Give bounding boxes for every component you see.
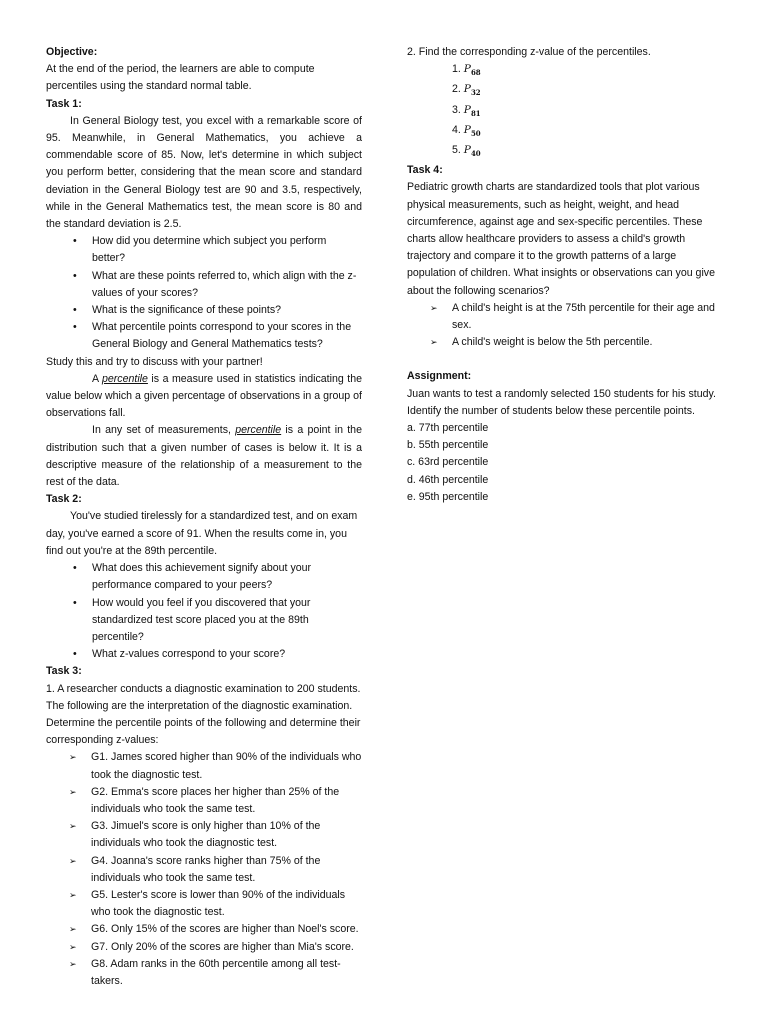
list-item: • What percentile points correspond to your scores in the General Biology and General Mathematics tests?	[46, 319, 362, 353]
list-item	[452, 142, 723, 162]
list-item	[46, 749, 362, 783]
item-text: G1. James scored higher than 90% of the individuals who took the diagnostic test.	[91, 751, 362, 781]
item-text: G7. Only 20% of the scores are higher than Mia's score.	[91, 940, 354, 953]
arrow-bullet-icon: ➢	[69, 889, 77, 900]
def-text: is a measure used in statistics indicating the value below which a given percentage of observations in a group of observations fall.	[46, 372, 362, 420]
percentile-symbol: $P_{40}$	[463, 144, 481, 159]
objective-text: At the end of the period, the learners are able to compute percentiles using the standard normal table.	[46, 63, 315, 93]
list-item	[46, 818, 362, 852]
percentile-definition-2	[46, 422, 362, 491]
spacer	[407, 351, 723, 368]
percentile-symbol: $P_{32}$	[463, 83, 481, 98]
list-item: • How would you feel if you discovered that your standardized test score placed you at the 89th percentile?	[46, 595, 362, 647]
arrow-bullet-icon: ➢	[69, 855, 77, 866]
item-number: 1.	[452, 63, 461, 76]
def-text: A	[92, 372, 99, 385]
percentile-list	[407, 61, 723, 162]
task3-intro: 1. A researcher conducts a diagnostic examination to 200 students. The following are the interpretation of the diagnostic examination. Determine the percentile points of the following and determine their corresponding z-values:	[46, 682, 361, 747]
arrow-bullet-icon: ➢	[69, 752, 77, 763]
list-item	[46, 784, 362, 818]
list-item	[452, 102, 723, 122]
item-number: 2.	[452, 83, 461, 96]
list-item	[407, 334, 723, 351]
arrow-bullet-icon: ➢	[69, 941, 77, 952]
arrow-bullet-icon: ➢	[69, 821, 77, 832]
item-text: A child's weight is below the 5th percentile.	[452, 336, 653, 349]
list-item: • How did you determine which subject you perform better?	[46, 233, 362, 267]
item-number: 4.	[452, 123, 461, 136]
list-item: a. 77th percentile	[407, 422, 489, 435]
list-item: • What z-values correspond to your score?	[46, 646, 362, 663]
list-item: c. 63rd percentile	[407, 456, 489, 469]
task3-heading: Task 3:	[46, 665, 82, 678]
task4-items	[407, 300, 723, 352]
percentile-term: percentile	[235, 424, 282, 437]
item-number: 5.	[452, 144, 461, 157]
list-item	[452, 81, 723, 101]
study-prompt: Study this and try to discuss with your partner!	[46, 355, 263, 368]
list-item	[46, 853, 362, 887]
percentile-definition-1	[46, 371, 362, 423]
def-text: In any set of measurements,	[92, 424, 231, 437]
arrow-bullet-icon: ➢	[69, 924, 77, 935]
list-item	[452, 122, 723, 142]
task2-questions	[46, 560, 362, 663]
task2-text: You've studied tirelessly for a standardized test, and on exam day, you've earned a score of 91. When the results come in, you find out you're at the 89th percentile.	[46, 510, 358, 557]
item-text: G8. Adam ranks in the 60th percentile among all test-takers.	[91, 957, 341, 987]
list-item: e. 95th percentile	[407, 490, 489, 503]
assignment-heading: Assignment:	[407, 370, 472, 383]
task3-question-2: 2. Find the corresponding z-value of the percentiles.	[407, 46, 651, 58]
item-number: 3.	[452, 103, 461, 116]
percentile-symbol: $P_{68}$	[463, 63, 481, 78]
task1-questions	[46, 233, 362, 353]
list-item	[407, 300, 723, 334]
assignment-text: Juan wants to test a randomly selected 150 students for his study. Identify the number of students below these percentile points.	[407, 387, 716, 417]
left-column	[46, 44, 362, 990]
task1-text: In General Biology test, you excel with a remarkable score of 95. Meanwhile, in General Mathematics, you achieve a commendable score of 85. Now, let's determine in which subject you perform better, considering that the mean score and standard deviation in the General Biology test are 90 and 3.5, respectively, while in the General Mathematics test, the mean score is 80 and the standard deviation is 2.5.	[46, 114, 362, 231]
list-item: d. 46th percentile	[407, 473, 489, 486]
right-column	[407, 44, 723, 506]
item-text: G2. Emma's score places her higher than 25% of the individuals who took the same test.	[91, 785, 340, 815]
percentile-term: percentile	[101, 372, 148, 385]
item-text: G5. Lester's score is lower than 90% of the individuals who took the diagnostic test.	[91, 888, 346, 919]
list-item: • What is the significance of these points?	[46, 302, 362, 319]
list-item: • What does this achievement signify about your performance compared to your peers?	[46, 560, 362, 594]
list-item	[46, 939, 362, 956]
arrow-bullet-icon: ➢	[69, 786, 77, 797]
item-text: G4. Joanna's score ranks higher than 75% of the individuals who took the same test.	[91, 854, 321, 884]
list-item	[46, 921, 362, 938]
arrow-bullet-icon: ➢	[69, 958, 77, 969]
item-text: A child's height is at the 75th percentile for their age and sex.	[452, 301, 715, 332]
arrow-bullet-icon: ➢	[430, 337, 438, 348]
item-text: G6. Only 15% of the scores are higher than Noel's score.	[91, 923, 359, 936]
list-item	[46, 887, 362, 921]
task4-heading: Task 4:	[407, 164, 443, 177]
percentile-symbol: $P_{50}$	[463, 123, 481, 138]
list-item	[46, 956, 362, 990]
arrow-bullet-icon: ➢	[430, 302, 438, 313]
task2-heading: Task 2:	[46, 493, 82, 506]
task1-heading: Task 1:	[46, 97, 82, 110]
task4-text: Pediatric growth charts are standardized tools that plot various physical measurements, such as height, weight, and head circumference, against age and sex-specific percentiles. These charts allow healthcare providers to assess a child's growth trajectory and compare it to the growth patterns of a large population of children. What insights or observations can you give about the following scenarios?	[407, 181, 715, 297]
percentile-symbol: $P_{81}$	[463, 103, 481, 118]
task3-items	[46, 749, 362, 990]
list-item: b. 55th percentile	[407, 439, 489, 452]
def-text: is a point in the distribution such that a given number of cases is below it. It is a descriptive measure of the relationship of a measurement to the rest of the data.	[46, 424, 362, 489]
item-text: G3. Jimuel's score is only higher than 10% of the individuals who took the diagnostic test.	[91, 820, 321, 850]
list-item	[452, 61, 723, 81]
objective-heading: Objective:	[46, 46, 98, 58]
list-item: • What are these points referred to, which align with the z-values of your scores?	[46, 268, 362, 302]
